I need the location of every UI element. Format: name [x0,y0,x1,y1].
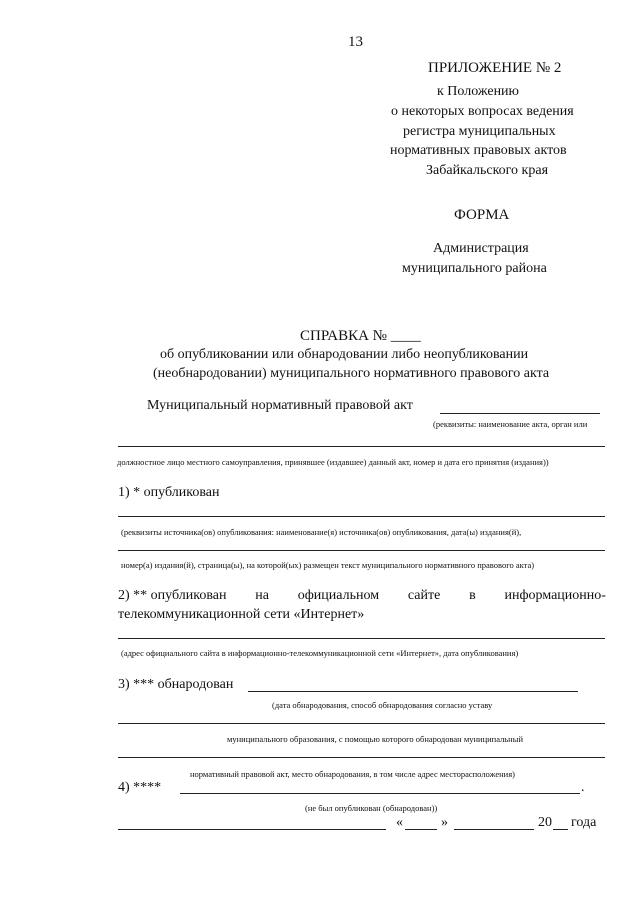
administration-line2: муниципального района [402,261,547,276]
item3-hint: нормативный правовой акт, место обнародования, в том числе адрес месторасположения) [190,769,515,779]
item3-hint: (дата обнародования, способ обнародования согласно уставу [272,700,493,710]
appendix-line: о некоторых вопросах ведения [391,104,574,119]
page-number: 13 [348,34,363,50]
item1-hint: (реквизиты источника(ов) опубликования: наименование(я) источника(ов) опубликования, дата(ы) издания(й), [121,527,522,537]
item4-end-dot: . [581,780,585,795]
item2-hint: (адрес официального сайта в информационно-телекоммуникационной сети «Интернет», дата опубликования) [121,648,519,658]
appendix-title: ПРИЛОЖЕНИЕ № 2 [428,60,562,76]
item3-field-line [118,723,605,724]
item2-line1 [118,588,606,604]
certificate-subtitle: (необнародовании) муниципального нормативного правового акта [153,366,550,381]
act-field-line [440,413,600,414]
item1-label: 1) * опубликован [118,485,220,500]
item4-field-line [180,793,580,794]
act-hint: (реквизиты: наименование акта, орган или [433,419,588,429]
appendix-line: регистра муниципальных [403,124,556,139]
item1-hint: номер(а) издания(й), страница(ы), на которой(ых) размещен текст муниципального нормативного правового акта) [121,560,535,570]
item2-word: сайте [407,588,441,603]
item2-word: на [255,588,269,603]
item2-field-line [118,638,605,639]
form-label: ФОРМА [454,207,510,223]
date-year-suffix: года [571,815,597,830]
appendix-line: нормативных правовых актов [390,143,567,158]
administration-line1: Администрация [433,241,529,256]
item2-word: в [469,588,476,603]
signature-line [118,829,386,830]
item2-word: информационно- [504,588,606,603]
item2-line2: телекоммуникационной сети «Интернет» [118,607,365,622]
item2-word: 2) ** опубликован [118,588,227,603]
item1-field-line [118,550,605,551]
item2-word: официальном [297,588,380,603]
item3-field-line [248,691,578,692]
act-hint: должностное лицо местного самоуправления, принявшее (издавшее) данный акт, номер и дата его принятия (издания)) [117,457,549,467]
date-year-prefix: 20 [538,815,552,830]
certificate-title: СПРАВКА № ____ [300,328,421,344]
appendix-line: Забайкальского края [426,163,549,178]
certificate-subtitle: об опубликовании или обнародовании либо неопубликовании [160,347,529,362]
item4-label: 4) **** [118,780,162,795]
item3-field-line [118,757,605,758]
date-quote-close: » [441,815,448,830]
item3-hint: муниципального образования, с помощью которого обнародован муниципальный [227,734,523,744]
item4-hint: (не был опубликован (обнародован)) [305,803,438,813]
appendix-line: к Положению [437,84,520,99]
date-month-line [454,829,534,830]
item3-label: 3) *** обнародован [118,677,234,692]
date-day-line [405,829,437,830]
act-field-line [118,446,605,447]
date-year-line [553,829,568,830]
item1-field-line [118,516,605,517]
date-quote-open: « [396,815,403,830]
act-label: Муниципальный нормативный правовой акт [147,398,413,413]
